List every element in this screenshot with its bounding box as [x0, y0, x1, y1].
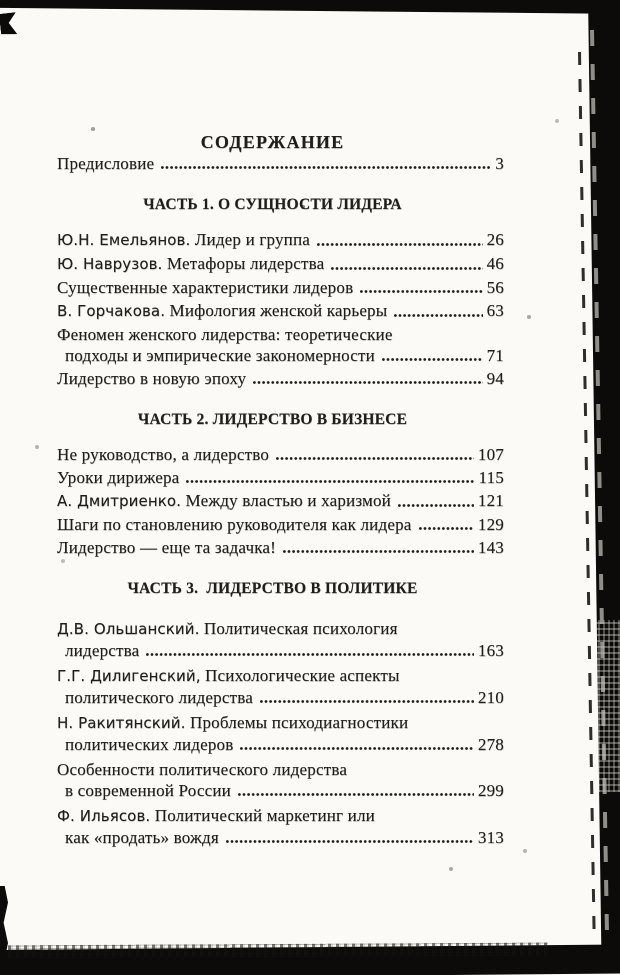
dot-leader [394, 314, 482, 317]
dot-leader [419, 527, 474, 530]
entry-title: в современной России [65, 781, 231, 800]
entry-page: 63 [486, 301, 504, 320]
entry-text [57, 300, 387, 322]
entry-page: 163 [477, 641, 504, 660]
dot-leader [317, 243, 483, 246]
toc-entry [57, 253, 504, 275]
entry-author: Ф. Ильясов. [57, 807, 151, 825]
entry-line [57, 687, 504, 708]
entry-text [57, 229, 310, 251]
toc-entry [57, 300, 504, 322]
entry-author: В. Горчакова. [57, 302, 166, 320]
entry-line [57, 805, 504, 827]
toc-section [57, 409, 504, 558]
dot-leader [260, 700, 474, 703]
entry-text [65, 345, 375, 366]
entry-title: политических лидеров [65, 735, 234, 754]
entry-title: Лидерство в новую эпоху [57, 369, 247, 388]
entry-text [57, 619, 398, 638]
entry-page: 121 [477, 491, 504, 510]
entry-line [57, 712, 504, 734]
entry-page: 313 [477, 828, 504, 847]
entry-text [65, 687, 253, 708]
dot-leader [398, 504, 474, 507]
entry-line [57, 153, 504, 174]
entry-text [57, 760, 347, 779]
entry-title: Метафоры лидерства [166, 254, 325, 273]
toc-entry [57, 324, 504, 366]
entry-author: Ю.Н. Емельянов. [57, 231, 191, 249]
toc-entry [57, 665, 504, 708]
entry-author: А. Дмитриенко. [57, 492, 182, 510]
entry-line [57, 734, 504, 755]
entry-title: Мифология женской карьеры [169, 301, 388, 320]
entry-page: 278 [477, 735, 504, 754]
toc-entry [57, 467, 504, 488]
dot-leader [240, 747, 473, 750]
toc-entry [57, 368, 504, 389]
entry-title: Между властью и харизмой [185, 491, 391, 510]
entry-page: 26 [486, 230, 504, 249]
dot-leader [331, 267, 482, 270]
entry-line [57, 277, 504, 298]
entry-page: 71 [486, 346, 504, 365]
dot-leader [161, 166, 491, 169]
dot-leader [382, 358, 483, 361]
toc-entry [57, 712, 504, 755]
entry-text [65, 780, 231, 801]
entry-page: 210 [477, 688, 504, 707]
entry-line [57, 444, 504, 465]
section-heading: ЧАСТЬ 3. ЛИДЕРСТВО В ПОЛИТИКЕ [127, 580, 418, 597]
toc-entry [57, 153, 504, 174]
toc-entry [57, 490, 504, 512]
toc-entry [57, 759, 504, 801]
entry-line [57, 827, 504, 848]
section-heading: ЧАСТЬ 1. О СУЩНОСТИ ЛИДЕРА [143, 196, 402, 213]
dot-leader [238, 793, 474, 796]
entry-title: Уроки дирижера [57, 468, 180, 487]
dot-leader [253, 381, 482, 384]
entry-text [57, 444, 269, 465]
toc-section [57, 578, 504, 848]
scan-mark-top-left [0, 12, 18, 36]
entry-page: 299 [477, 781, 504, 800]
entry-line [57, 759, 504, 780]
entry-text [57, 325, 393, 344]
entry-title: Не руководство, а лидерство [57, 445, 270, 464]
entry-line [57, 467, 504, 488]
dot-leader [283, 550, 474, 553]
entry-line [57, 345, 504, 366]
entry-title: Проблемы психодиагностики [189, 713, 409, 732]
entry-text [57, 514, 412, 535]
entry-line [57, 490, 504, 512]
entry-line [57, 618, 504, 640]
entry-line [57, 514, 504, 535]
entry-text [57, 153, 154, 174]
entry-title: Особенности политического лидерства [57, 760, 348, 779]
entry-author: Ю. Наврузов. [57, 255, 163, 273]
dot-leader [186, 480, 474, 483]
entry-page: 46 [486, 254, 504, 273]
toc-entry [57, 444, 504, 465]
entry-title: Политическая психология [203, 619, 398, 638]
entry-title: лидерства [65, 641, 140, 660]
entry-line [57, 665, 504, 687]
entry-line [57, 780, 504, 801]
entry-page: 94 [486, 369, 504, 388]
entry-text [57, 806, 375, 825]
toc-entry [57, 514, 504, 535]
entry-author: Н. Ракитянский. [57, 714, 186, 732]
entry-title: Феномен женского лидерства: теоретические [57, 325, 393, 344]
entry-line [57, 229, 504, 251]
toc-sections [57, 194, 504, 848]
entry-line [57, 640, 504, 661]
entry-title: Психологические аспекты [205, 666, 400, 685]
entry-text [65, 734, 233, 755]
entry-title: подходы и эмпирические закономерности [65, 346, 375, 365]
entry-title: Шаги по становлению руководителя как лидера [57, 515, 412, 534]
entry-text [57, 277, 353, 298]
entry-page: 115 [478, 468, 504, 487]
toc-entry [57, 277, 504, 298]
toc-entry [57, 229, 504, 251]
entry-page: 143 [477, 538, 504, 557]
dot-leader [276, 457, 474, 460]
entry-line [57, 324, 504, 345]
toc-entry [57, 805, 504, 848]
entry-page: 56 [486, 278, 504, 297]
entry-text [57, 490, 391, 512]
entry-line [57, 368, 504, 389]
entry-text [57, 253, 324, 275]
entry-line [57, 537, 504, 558]
toc-entry [57, 618, 504, 661]
entry-text [57, 713, 408, 732]
entry-title: Существенные характеристики лидеров [57, 278, 354, 297]
entry-line [57, 253, 504, 275]
dot-leader [360, 290, 482, 293]
toc-section [57, 194, 504, 389]
entry-line [57, 300, 504, 322]
entry-text [57, 368, 246, 389]
entry-text [57, 537, 276, 558]
entry-title: Предисловие [57, 154, 155, 173]
dot-leader [146, 653, 473, 656]
scan-noise-specks [0, 0, 2, 2]
entry-text [65, 827, 219, 848]
entry-author: Д.В. Ольшанский. [57, 620, 200, 638]
entry-title: как «продать» вождя [65, 828, 219, 847]
entry-text [65, 640, 139, 661]
dot-leader [226, 840, 474, 843]
page-title: СОДЕРЖАНИЕ [200, 132, 345, 152]
entry-author: Г.Г. Дилигенский, [57, 667, 201, 685]
entry-title: Лидер и группа [194, 230, 311, 249]
toc-content [57, 0, 504, 852]
entry-title: политического лидерства [65, 688, 253, 707]
entry-text [57, 467, 179, 488]
entry-page: 129 [477, 515, 504, 534]
scan-edge-right-texture [593, 620, 620, 792]
entry-page: 107 [477, 445, 504, 464]
entry-page: 3 [495, 154, 504, 173]
entry-text [57, 666, 400, 685]
toc-entry [57, 537, 504, 558]
section-heading: ЧАСТЬ 2. ЛИДЕРСТВО В БИЗНЕСЕ [137, 411, 408, 428]
entry-title: Лидерство — еще та задачка! [57, 538, 277, 557]
entry-title: Политический маркетинг или [154, 806, 375, 825]
